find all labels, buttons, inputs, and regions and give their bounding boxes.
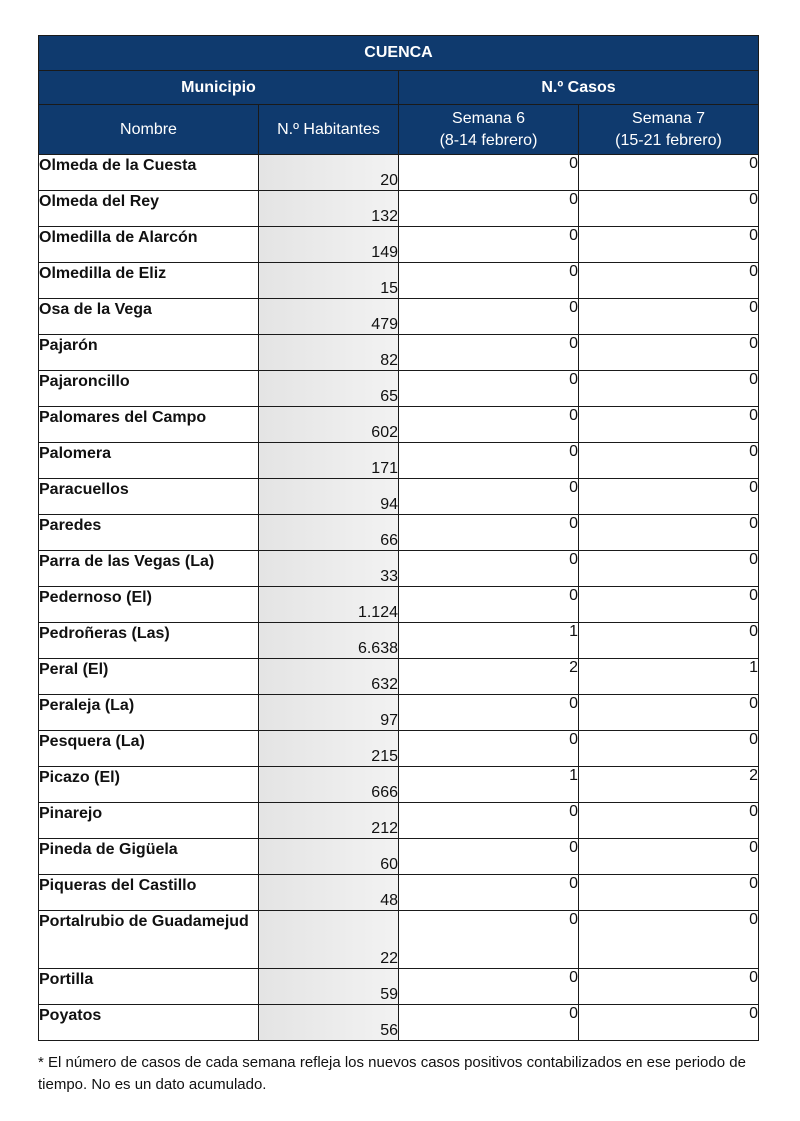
semana7-cases-cell: 0 — [579, 407, 759, 443]
habitantes-cell: 66 — [259, 515, 399, 551]
semana7-cases-cell: 0 — [579, 335, 759, 371]
table-row — [39, 731, 759, 767]
semana7-cases-cell: 1 — [579, 659, 759, 695]
table-body — [39, 155, 759, 1041]
semana7-cases-cell: 0 — [579, 227, 759, 263]
semana7-cases-cell: 0 — [579, 371, 759, 407]
municipio-name-cell: Paracuellos — [39, 479, 259, 515]
semana7-cases-cell: 0 — [579, 839, 759, 875]
municipio-name-cell: Pajarón — [39, 335, 259, 371]
municipio-name-cell: Pineda de Gigüela — [39, 839, 259, 875]
table-row — [39, 443, 759, 479]
municipio-name-cell: Pesquera (La) — [39, 731, 259, 767]
group-header-municipio: Municipio — [39, 71, 399, 105]
semana7-dates: (15-21 febrero) — [615, 131, 722, 149]
column-header-semana7 — [579, 105, 759, 155]
habitantes-cell: 97 — [259, 695, 399, 731]
table-row — [39, 227, 759, 263]
habitantes-cell: 82 — [259, 335, 399, 371]
semana7-cases-cell: 0 — [579, 443, 759, 479]
table-row — [39, 623, 759, 659]
column-header-semana6 — [399, 105, 579, 155]
semana7-label: Semana 7 — [632, 109, 705, 127]
semana6-cases-cell: 0 — [399, 515, 579, 551]
semana6-cases-cell: 1 — [399, 623, 579, 659]
semana6-cases-cell: 0 — [399, 155, 579, 191]
municipio-name-cell: Piqueras del Castillo — [39, 875, 259, 911]
municipio-name-cell: Poyatos — [39, 1005, 259, 1041]
municipio-name-cell: Palomera — [39, 443, 259, 479]
habitantes-cell: 6.638 — [259, 623, 399, 659]
municipio-name-cell: Olmedilla de Eliz — [39, 263, 259, 299]
semana6-cases-cell: 0 — [399, 263, 579, 299]
semana7-cases-cell: 0 — [579, 263, 759, 299]
semana7-cases-cell: 0 — [579, 515, 759, 551]
semana6-cases-cell: 0 — [399, 191, 579, 227]
semana6-cases-cell: 0 — [399, 587, 579, 623]
table-row — [39, 659, 759, 695]
semana7-cases-cell: 0 — [579, 155, 759, 191]
semana7-cases-cell: 0 — [579, 1005, 759, 1041]
semana7-cases-cell: 0 — [579, 623, 759, 659]
column-header-nombre: Nombre — [39, 105, 259, 155]
habitantes-cell: 48 — [259, 875, 399, 911]
habitantes-cell: 632 — [259, 659, 399, 695]
table-title: CUENCA — [39, 36, 759, 71]
habitantes-cell: 56 — [259, 1005, 399, 1041]
habitantes-cell: 149 — [259, 227, 399, 263]
semana6-cases-cell: 0 — [399, 443, 579, 479]
municipio-name-cell: Parra de las Vegas (La) — [39, 551, 259, 587]
municipio-name-cell: Pinarejo — [39, 803, 259, 839]
semana6-cases-cell: 0 — [399, 731, 579, 767]
semana7-cases-cell: 0 — [579, 911, 759, 969]
semana7-cases-cell: 0 — [579, 551, 759, 587]
municipio-name-cell: Osa de la Vega — [39, 299, 259, 335]
semana6-cases-cell: 0 — [399, 1005, 579, 1041]
habitantes-cell: 132 — [259, 191, 399, 227]
semana6-cases-cell: 2 — [399, 659, 579, 695]
municipio-name-cell: Paredes — [39, 515, 259, 551]
municipio-name-cell: Palomares del Campo — [39, 407, 259, 443]
table-row — [39, 839, 759, 875]
municipio-name-cell: Pedernoso (El) — [39, 587, 259, 623]
semana6-cases-cell: 0 — [399, 875, 579, 911]
cases-table — [38, 35, 759, 1041]
semana6-cases-cell: 0 — [399, 969, 579, 1005]
table-row — [39, 479, 759, 515]
table-row — [39, 371, 759, 407]
column-header-habitantes: N.º Habitantes — [259, 105, 399, 155]
habitantes-cell: 666 — [259, 767, 399, 803]
semana6-cases-cell: 0 — [399, 479, 579, 515]
semana7-cases-cell: 0 — [579, 731, 759, 767]
semana6-cases-cell: 0 — [399, 803, 579, 839]
semana6-cases-cell: 0 — [399, 695, 579, 731]
semana7-cases-cell: 0 — [579, 299, 759, 335]
table-row — [39, 335, 759, 371]
semana7-cases-cell: 0 — [579, 875, 759, 911]
semana6-cases-cell: 0 — [399, 335, 579, 371]
table-row — [39, 515, 759, 551]
municipio-name-cell: Olmeda del Rey — [39, 191, 259, 227]
semana6-cases-cell: 1 — [399, 767, 579, 803]
habitantes-cell: 602 — [259, 407, 399, 443]
habitantes-cell: 59 — [259, 969, 399, 1005]
table-row — [39, 911, 759, 969]
habitantes-cell: 22 — [259, 911, 399, 969]
table-row — [39, 969, 759, 1005]
table-row — [39, 587, 759, 623]
habitantes-cell: 1.124 — [259, 587, 399, 623]
semana6-cases-cell: 0 — [399, 911, 579, 969]
municipio-name-cell: Pedroñeras (Las) — [39, 623, 259, 659]
semana6-cases-cell: 0 — [399, 551, 579, 587]
semana7-cases-cell: 0 — [579, 695, 759, 731]
table-row — [39, 767, 759, 803]
table-header — [39, 36, 759, 155]
semana7-cases-cell: 0 — [579, 803, 759, 839]
municipio-name-cell: Portilla — [39, 969, 259, 1005]
habitantes-cell: 215 — [259, 731, 399, 767]
semana7-cases-cell: 0 — [579, 587, 759, 623]
habitantes-cell: 65 — [259, 371, 399, 407]
semana7-cases-cell: 0 — [579, 969, 759, 1005]
habitantes-cell: 15 — [259, 263, 399, 299]
habitantes-cell: 479 — [259, 299, 399, 335]
table-row — [39, 1005, 759, 1041]
table-row — [39, 551, 759, 587]
semana6-label: Semana 6 — [452, 109, 525, 127]
semana6-cases-cell: 0 — [399, 407, 579, 443]
semana6-cases-cell: 0 — [399, 839, 579, 875]
table-row — [39, 299, 759, 335]
habitantes-cell: 212 — [259, 803, 399, 839]
table-row — [39, 695, 759, 731]
table-row — [39, 803, 759, 839]
semana6-cases-cell: 0 — [399, 299, 579, 335]
municipio-name-cell: Portalrubio de Guadamejud — [39, 911, 259, 969]
habitantes-cell: 20 — [259, 155, 399, 191]
municipio-name-cell: Pajaroncillo — [39, 371, 259, 407]
semana6-cases-cell: 0 — [399, 371, 579, 407]
semana7-cases-cell: 0 — [579, 479, 759, 515]
footnote: * El número de casos de cada semana refleja los nuevos casos positivos contabilizados en ese periodo de tiempo. No es un dato acumulado. — [38, 1054, 746, 1093]
habitantes-cell: 171 — [259, 443, 399, 479]
municipio-name-cell: Peral (El) — [39, 659, 259, 695]
table-row — [39, 263, 759, 299]
municipio-name-cell: Olmedilla de Alarcón — [39, 227, 259, 263]
habitantes-cell: 60 — [259, 839, 399, 875]
table-row — [39, 407, 759, 443]
habitantes-cell: 33 — [259, 551, 399, 587]
semana6-cases-cell: 0 — [399, 227, 579, 263]
municipio-name-cell: Olmeda de la Cuesta — [39, 155, 259, 191]
table-row — [39, 155, 759, 191]
table-row — [39, 875, 759, 911]
table-row — [39, 191, 759, 227]
municipio-name-cell: Peraleja (La) — [39, 695, 259, 731]
semana6-dates: (8-14 febrero) — [439, 131, 538, 149]
group-header-casos: N.º Casos — [399, 71, 759, 105]
municipio-name-cell: Picazo (El) — [39, 767, 259, 803]
semana7-cases-cell: 2 — [579, 767, 759, 803]
habitantes-cell: 94 — [259, 479, 399, 515]
semana7-cases-cell: 0 — [579, 191, 759, 227]
